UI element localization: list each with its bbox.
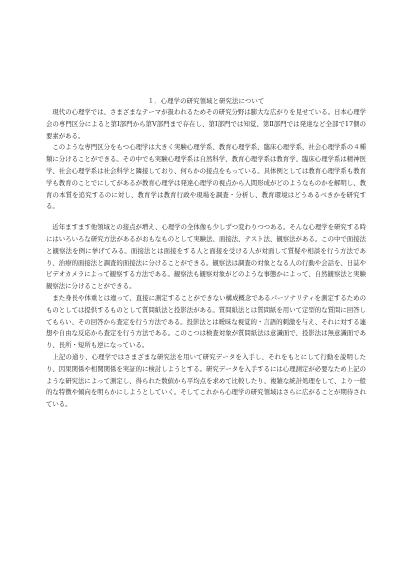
paragraph-2: このような専門区分をもつ心理学は大きく実験心理学系、教育心理学系、臨床心理学系、社会心理学系の４種類に分けることができる。その中でも実験心理学系は自然科学、教育心理学系は教育学、臨床心理学系は精神医学、社会心理学系は社会科学と隣接しており、何らかの接点をもっている。具体例としては教育心理学系も教育学も教育のことでにしてがあるが教育心理学は発達心理学の視点から人間形成がどのようなものかを解明し、教育の本質を追究するのに対し、教育学は教育行政や現場を調査・分析し、教育環境はどうあるべきかを研究する。 <box>46 143 366 211</box>
paragraph-4: また身長や体重とは違って、直接に測定することができない構成概念であるパーソナリティを測定するためのものとしては提供するものとして質問紙法と投影法がある。質問紙法とは質問紙を用いて定型的な質問に回答してもらい、その回答から査定を行う方法である。投影法とは曖昧な視覚的・言語的刺激を与え、それに対する連想や自由な反応から査定を行う方法である。このこつは検査対象が質問紙法は意識面で、投影法は無意識面であり、長所・短所も逆になっている。 <box>46 293 366 350</box>
paragraph-5: 上記の通り、心理学ではさまざまな研究法を用いて研究データを入手し、それをもとにして行動を説明したり、因果関係や相関関係を実証的に検討しようとする。研究データを入手するには心理測定が必要なため上記のような研究法によって測定し、得られた数値から平均点を求めて比較したり、複雑な統計処理をして、より一般的な特徴や傾向を明らかにしようとしていく。そしてこれから心理学の研究領域はさらに広がることが期待されている。 <box>46 352 366 409</box>
document-heading: １．心理学の研究領域と研究法について <box>147 97 265 105</box>
paragraph-3: 近年ますます他領域との接点が増え、心理学の全体像も少しずつ変わりつつある。そんな心理学を研究する時にはいろいろな研究方法があるがおもなものとして実験法、面接法、テスト法、観察法がある。この中で面接法と観察法を例に挙げてみる。面接法とは面接をする人と面接を受ける人が対面して質疑や相談を行う方法であり、治療的面接法と調査的面接法に分けることができる。観察法は調査の対象となる人の行動や会話を、日誌やビデオカメラによって観察する方法である。観察法も観察対象がどのような事態かによって、自然観察法と実験観察法に分けることができる。 <box>46 223 366 291</box>
document-page <box>46 96 366 411</box>
paragraph-1: 現代の心理学では、さまざまなテーマが扱われるためその研究分野は膨大な広がりを見せている。日本心理学会の専門区分によると第Ⅰ部門から第Ⅴ部門まで存在し、第Ⅰ部門では知覚、第Ⅱ部門では発達など全部で17個の要素がある。 <box>46 108 366 140</box>
